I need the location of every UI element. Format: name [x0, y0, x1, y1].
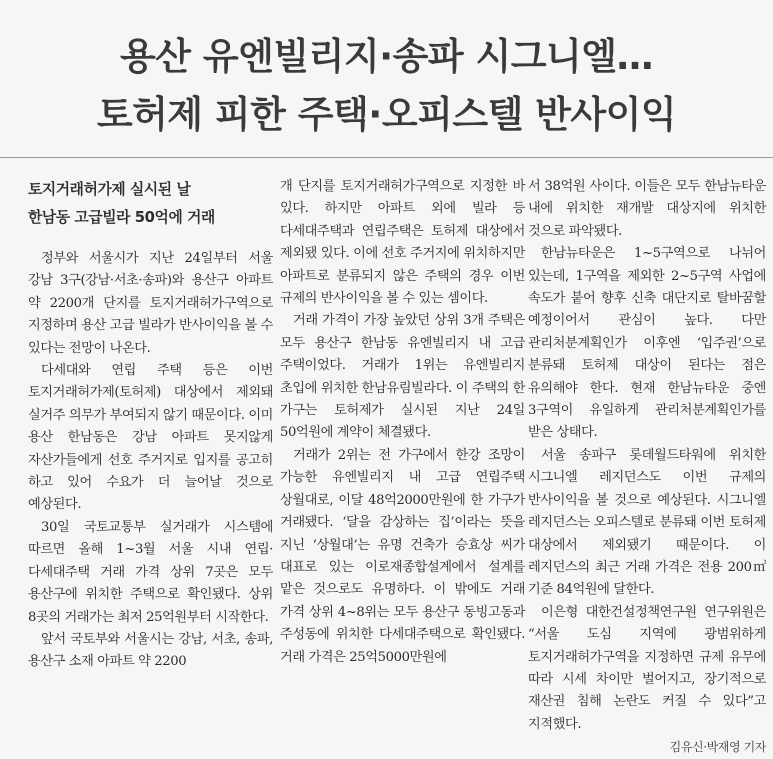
- headline-divider: [0, 157, 773, 158]
- subheadline: [28, 176, 273, 232]
- paragraph: 거래가 2위는 전 가구에서 한강 조망이 가능한 유엔빌리지 내 고급 연립주택 상월대로, 이달 48억2000만원에 한 가구가 거래됐다. ‘달을 감상하는 집’이라는 뜻을 지닌 ‘상월대’는 유명 건축가 승효상 씨가 대표로 있는 이로재종합설계에서 설계를 맡은 것으로도 유명하다. 이 밖에도 거래 가격 상위 4~8위는 모두 용산구 동빙고동과 주성동에 위치한 다세대주택으로 확인됐다. 거래 가격은 25억5000만원에: [280, 447, 525, 665]
- paragraph: 한남뉴타운은 1~5구역으로 나뉘어 있는데, 1구역을 제외한 2~5구역 사업에 속도가 붙어 향후 신축 대단지로 탈바꿈할 예정이어서 관심이 높다. 다만 관리처분계획인가 이후엔 ‘입주권’으로 분류돼 토허제 대상이 된다는 점은 유의해야 한다. 현재 한남뉴타운 중엔 3구역이 유일하게 관리처분계획인가를 받은 상태다.: [528, 246, 766, 441]
- paragraph: 서울 송파구 롯데월드타워에 위치한 시그니엘 레지던스도 이번 규제의 반사이익을 볼 것으로 예상된다. 시그니엘 레지던스는 오피스텔로 분류돼 이번 토허제 대상에서 제외됐기 때문이다. 이 레지던스의 최근 거래 가격은 전용 200㎡ 기준 84억원에 달한다.: [528, 447, 766, 598]
- paragraph: 30일 국토교통부 실거래가 시스템에 따르면 올해 1~3월 서울 시내 연립·다세대주택 거래 가격 상위 7곳은 모두 용산구에 위치한 주택으로 확인됐다. 상위 8곳의 거래가는 최저 25억원부터 시작한다.: [28, 519, 273, 625]
- headline: [0, 28, 773, 144]
- headline-line-1: 용산 유엔빌리지·송파 시그니엘…: [120, 35, 653, 78]
- article-column-1: [28, 176, 273, 674]
- paragraph: 개 단지를 토지거래허가구역으로 지정한 바 있다. 하지만 아파트 외에 빌라 등 다세대주택과 연립주택은 토허제 대상에서 제외됐 있다. 이에 선호 주거지에 위치하지만 아파트로 분류되지 않은 주택의 경우 이번 규제의 반사이익을 볼 수 있는 셈이다.: [280, 179, 525, 307]
- paragraph: 거래 가격이 가장 높았던 상위 3개 주택은 모두 용산구 한남동 유엔빌리지 내 고급 주택이었다. 거래가 1위는 유엔빌리지 초입에 위치한 한남유림빌라다. 이 주택의 한 가구는 토허제가 실시된 지난 24일 50억원에 계약이 체결됐다.: [280, 313, 525, 441]
- paragraph: 앞서 국토부와 서울시는 강남, 서초, 송파, 용산구 소재 아파트 약 2200: [28, 631, 273, 670]
- byline: 김유신·박재영 기자: [669, 740, 766, 755]
- paragraph: 정부와 서울시가 지난 24일부터 서울 강남 3구(강남·서초·송파)와 용산구 아파트 약 2200개 단지를 토지거래허가구역으로 지정하며 용산 고급 빌라가 반사이익을 볼 수 있다는 전망이 나온다.: [28, 251, 273, 356]
- article-column-3: [528, 176, 766, 759]
- headline-line-2: 토허제 피한 주택·오피스텔 반사이익: [96, 93, 677, 136]
- paragraph: 다세대와 연립 주택 등은 이번 토지거래허가제(토허제) 대상에서 제외돼 실거주 의무가 부여되지 않기 때문이다. 이미 용산 한남동은 강남 아파트 못지않게 자산가들에게 선호 주거지로 입지를 공고히 하고 있어 수요가 더 늘어날 것으로 예상된다.: [28, 363, 273, 513]
- article-column-2: [280, 176, 525, 669]
- subheadline-line-2: 한남동 고급빌라 50억에 거래: [28, 209, 215, 226]
- paragraph: 서 38억원 사이다. 이들은 모두 한남뉴타운 내에 위치한 재개발 대상지에 위치한 것으로 파악됐다.: [528, 179, 766, 239]
- paragraph: 이은형 대한건설정책연구원 연구위원은 “서울 도심 지역에 광범위하게 토지거래허가구역을 지정하면 규제 유무에 따라 시세 차이만 벌어지고, 장기적으로 재산권 침해 논란도 커질 수 있다”고 지적했다.: [528, 604, 766, 732]
- subheadline-line-1: 토지거래허가제 실시된 날: [28, 181, 191, 198]
